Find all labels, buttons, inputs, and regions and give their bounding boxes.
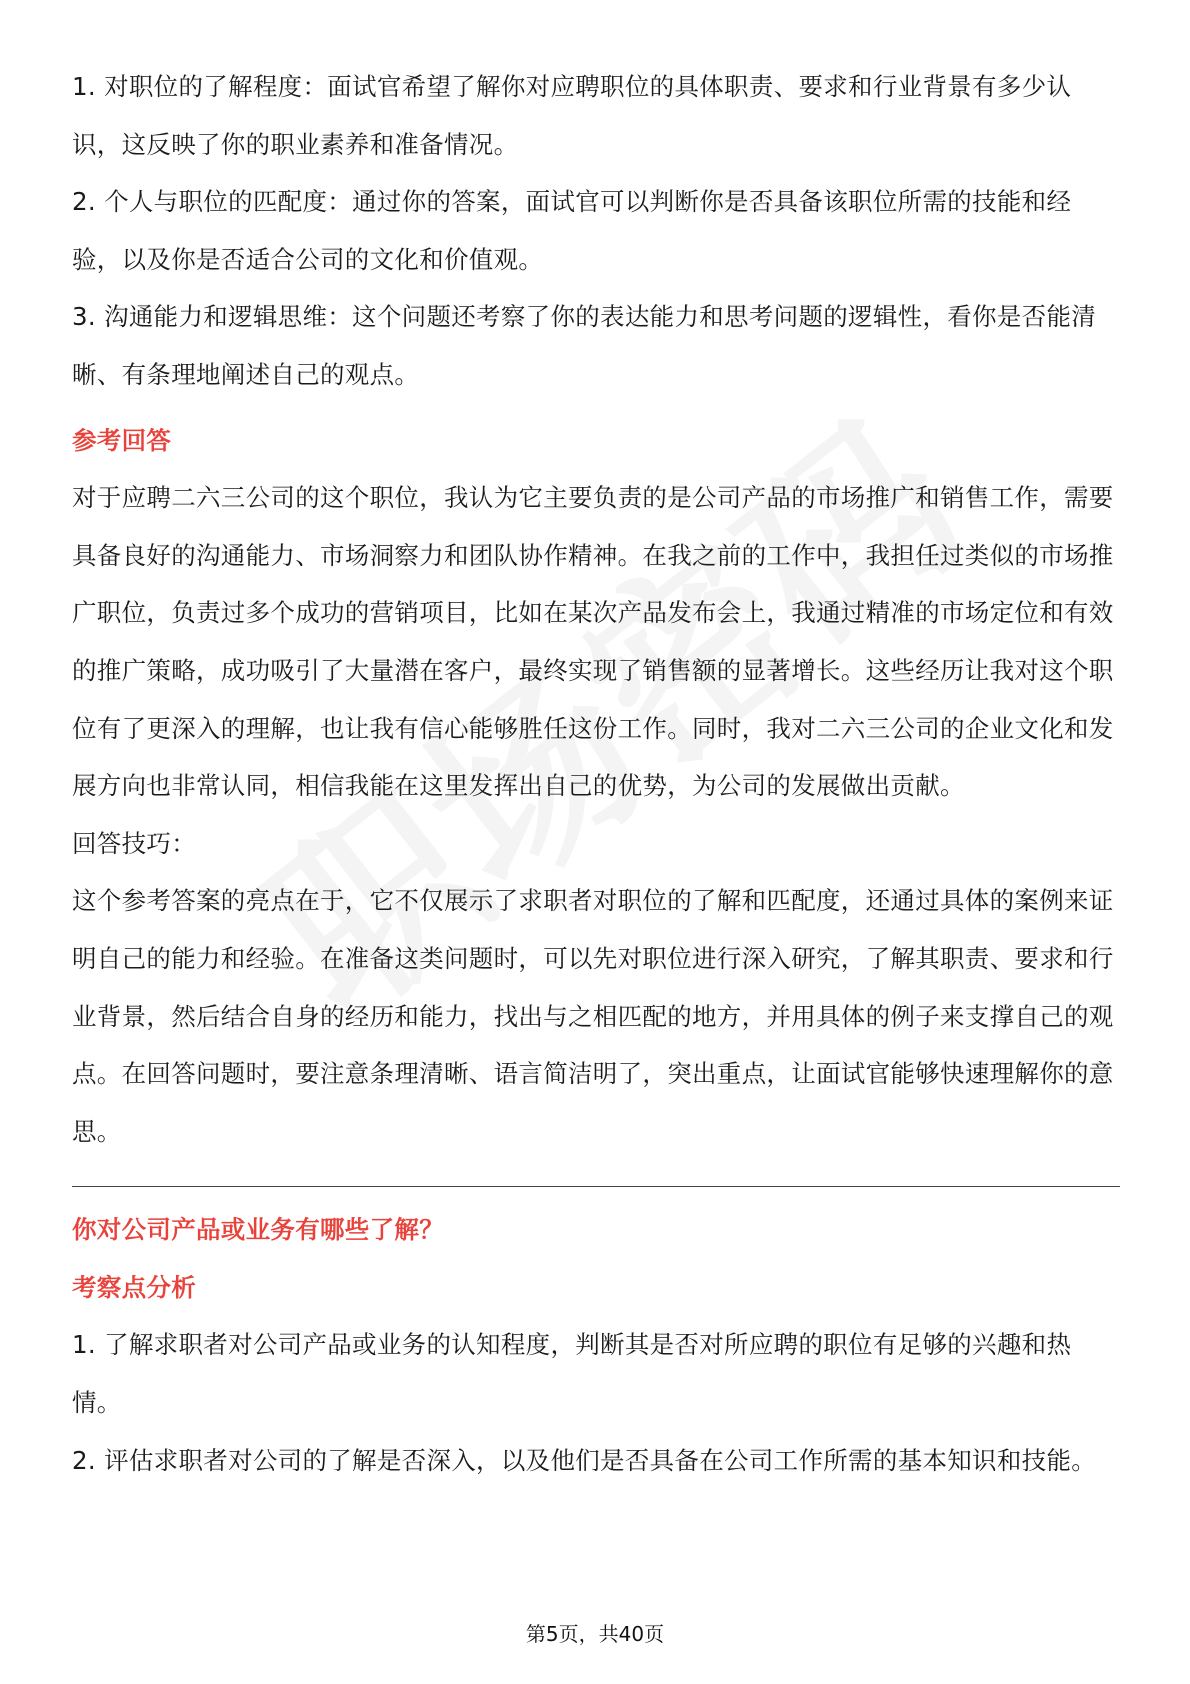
page-number: 第5页，共40页 [525, 1622, 665, 1646]
reference-answer-heading: 参考回答 [72, 425, 172, 455]
answer-tips-text: 这个参考答案的亮点在于，它不仅展示了求职者对职位的了解和匹配度，还通过具体的案例来证明自己的能力和经验。在准备这类问题时，可以先对职位进行深入研究，了解其职责、要求和行业背景，然后结合自身的经历和能力，找出与之相匹配的地方，并用具体的例子来支撑自己的观点。在回答问题时，要注意条理清晰、语言简洁明了，突出重点，让面试官能够快速理解你的意思。 [72, 886, 1114, 1146]
analysis-list [72, 58, 1120, 404]
analysis-item-1: 1. 对职位的了解程度：面试官希望了解你对应聘职位的具体职责、要求和行业背景有多少认识，这反映了你的职业素养和准备情况。 [72, 72, 1072, 159]
document-page [72, 58, 1120, 1489]
question-analysis-item-1: 1. 了解求职者对公司产品或业务的认知程度，判断其是否对所应聘的职位有足够的兴趣和热情。 [72, 1330, 1072, 1418]
reference-answer-text: 对于应聘二六三公司的这个职位，我认为它主要负责的是公司产品的市场推广和销售工作，需要具备良好的沟通能力、市场洞察力和团队协作精神。在我之前的工作中，我担任过类似的市场推广职位，负责过多个成功的营销项目，比如在某次产品发布会上，我通过精准的市场定位和有效的推广策略，成功吸引了大量潜在客户，最终实现了销售额的显著增长。这些经历让我对这个职位有了更深入的理解，也让我有信心能够胜任这份工作。同时，我对二六三公司的企业文化和发展方向也非常认同，相信我能在这里发挥出自己的优势，为公司的发展做出贡献。 [72, 483, 1114, 801]
question-title: 你对公司产品或业务有哪些了解？ [72, 1215, 444, 1245]
answer-tips-label: 回答技巧： [72, 828, 196, 858]
analysis-heading: 考察点分析 [72, 1272, 196, 1302]
analysis-item-3: 3. 沟通能力和逻辑思维：这个问题还考察了你的表达能力和思考问题的逻辑性，看你是否能清晰、有条理地阐述自己的观点。 [72, 302, 1097, 389]
analysis-item-2: 2. 个人与职位的匹配度：通过你的答案，面试官可以判断你是否具备该职位所需的技能和经验，以及你是否适合公司的文化和价值观。 [72, 187, 1072, 274]
question-analysis-item-2: 2. 评估求职者对公司的了解是否深入，以及他们是否具备在公司工作所需的基本知识和技能。 [72, 1445, 1097, 1475]
section-divider [72, 1186, 1120, 1187]
